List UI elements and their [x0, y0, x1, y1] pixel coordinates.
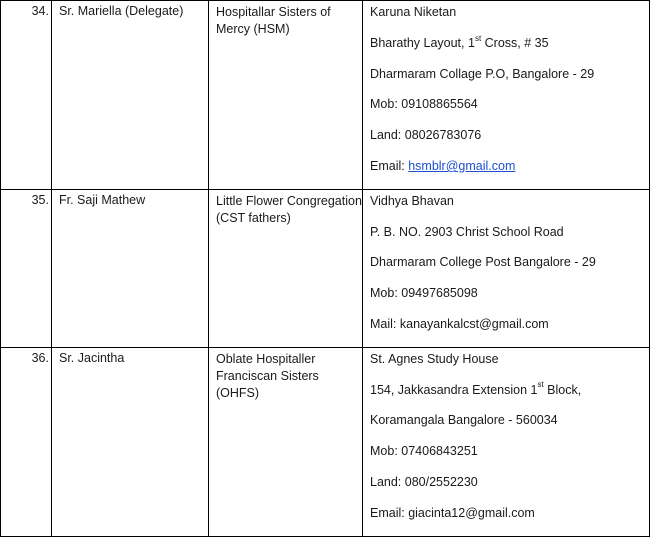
- address-street: 154, Jakkasandra Extension 1st Block,: [370, 380, 582, 397]
- address-place: St. Agnes Study House: [370, 351, 499, 366]
- organization-name: Little Flower Congregation (CST fathers): [209, 189, 363, 347]
- organization-name: Oblate Hospitaller Franciscan Sisters (OHFS): [209, 347, 363, 536]
- entry-number: 34.: [1, 1, 52, 190]
- email-line: Mail: kanayankalcst@gmail.com: [370, 316, 549, 331]
- email-line: Email: giacinta12@gmail.com: [370, 505, 535, 520]
- contact-name: Sr. Mariella (Delegate): [52, 1, 209, 190]
- organization-name: Hospitallar Sisters of Mercy (HSM): [209, 1, 363, 190]
- address-cell: [363, 189, 650, 347]
- address-cell: [363, 347, 650, 536]
- mobile-number: Mob: 09497685098: [370, 286, 478, 301]
- entry-number: 35.: [1, 189, 52, 347]
- address-area: Dharmaram Collage P.O, Bangalore - 29: [370, 66, 595, 81]
- address-street: Bharathy Layout, 1st Cross, # 35: [370, 33, 549, 50]
- email-link[interactable]: hsmblr@gmail.com: [408, 158, 516, 173]
- contact-name: Fr. Saji Mathew: [52, 189, 209, 347]
- landline-number: Land: 08026783076: [370, 128, 482, 143]
- address-place: Vidhya Bhavan: [370, 193, 454, 208]
- contact-name: Sr. Jacintha: [52, 347, 209, 536]
- address-street: P. B. NO. 2903 Christ School Road: [370, 224, 564, 239]
- address-place: Karuna Niketan: [370, 5, 457, 19]
- mobile-number: Mob: 09108865564: [370, 97, 478, 112]
- table-row: [1, 189, 650, 347]
- mobile-number: Mob: 07406843251: [370, 444, 478, 459]
- address-cell: [363, 1, 650, 190]
- landline-number: Land: 080/2552230: [370, 474, 478, 489]
- address-area: Dharmaram College Post Bangalore - 29: [370, 255, 596, 270]
- entry-number: 36.: [1, 347, 52, 536]
- address-area: Koramangala Bangalore - 560034: [370, 413, 558, 428]
- email-line: [370, 158, 649, 189]
- table-row: [1, 347, 650, 536]
- table-row: [1, 1, 650, 190]
- email-label: Email:: [370, 158, 409, 173]
